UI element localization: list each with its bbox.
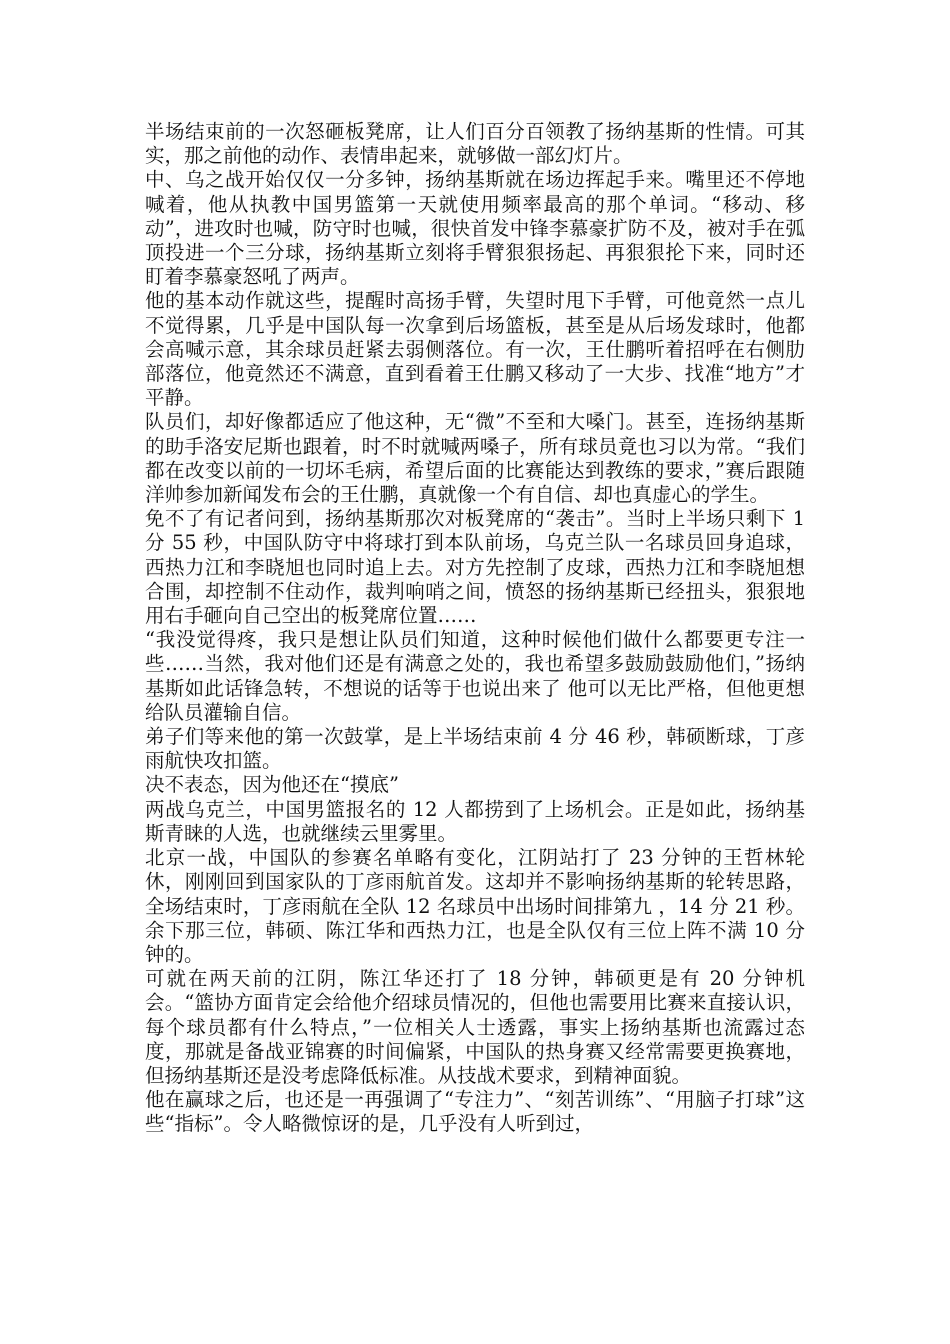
paragraph: 可就在两天前的江阴，陈江华还打了 18 分钟，韩硕更是有 20 分钟机会。“篮协方面肯定会给他介绍球员情况的，但他也需要用比赛来直接认识，每个球员都有什么特点，”一位相关人士透露，事实上扬纳基斯也流露过态度，那就是备战亚锦赛的时间偏紧，中国队的热身赛又经常需要更换赛地，但扬纳基斯还是没考虑降低标准。从技战术要求，到精神面貌。 xyxy=(145,967,805,1087)
paragraph: 中、乌之战开始仅仅一分多钟，扬纳基斯就在场边挥起手来。嘴里还不停地喊着，他从执教中国男篮第一天就使用频率最高的那个单词。“移动、移动”，进攻时也喊，防守时也喊，很快首发中锋李慕豪扩防不及，被对手在弧顶投进一个三分球，扬纳基斯立刻将手臂狠狠扬起、再狠狠抡下来，同时还盯着李慕豪怒吼了两声。 xyxy=(145,168,805,289)
paragraph: 免不了有记者问到，扬纳基斯那次对板凳席的“袭击”。当时上半场只剩下 1 分 55 秒，中国队防守中将球打到本队前场，乌克兰队一名球员回身追球，西热力江和李晓旭也同时追上去。对方先控制了皮球，西热力江和李晓旭想合围，却控制不住动作，裁判响哨之间，愤怒的扬纳基斯已经扭头，狠狠地用右手砸向自己空出的板凳席位置…… xyxy=(145,507,805,628)
document-body xyxy=(145,120,805,1137)
paragraph: 队员们，却好像都适应了他这种，无“微”不至和大嗓门。甚至，连扬纳基斯的助手洛安尼斯也跟着，时不时就喊两嗓子，所有球员竟也习以为常。“我们都在改变以前的一切坏毛病，希望后面的比赛能达到教练的要求，”赛后跟随洋帅参加新闻发布会的王仕鹏，真就像一个有自信、却也真虚心的学生。 xyxy=(145,410,805,507)
paragraph: 半场结束前的一次怒砸板凳席，让人们百分百领教了扬纳基斯的性情。可其实，那之前他的动作、表情串起来，就够做一部幻灯片。 xyxy=(145,120,805,168)
paragraph: “我没觉得疼，我只是想让队员们知道，这种时候他们做什么都要更专注一些……当然，我对他们还是有满意之处的，我也希望多鼓励鼓励他们，”扬纳基斯如此话锋急转，不想说的话等于也说出来了 他可以无比严格，但他更想给队员灌输自信。 xyxy=(145,628,805,724)
paragraph: 他的基本动作就这些，提醒时高扬手臂，失望时甩下手臂，可他竟然一点儿不觉得累，几乎是中国队每一次拿到后场篮板，甚至是从后场发球时，他都会高喊示意，其余球员赶紧去弱侧落位。有一次，王仕鹏听着招呼在右侧肋部落位，他竟然还不满意，直到看着王仕鹏又移动了一大步、找准“地方”才平静。 xyxy=(145,289,805,410)
paragraph: 北京一战，中国队的参赛名单略有变化，江阴站打了 23 分钟的王哲林轮休，刚刚回到国家队的丁彦雨航首发。这却并不影响扬纳基斯的轮转思路，全场结束时，丁彦雨航在全队 12 名球员中出场时间排第九 ，14 分 21 秒。余下那三位，韩硕、陈江华和西热力江，也是全队仅有三位上阵不满 10 分钟的。 xyxy=(145,846,805,966)
paragraph: 他在赢球之后，也还是一再强调了“专注力”、“刻苦训练”、“用脑子打球”这些“指标”。令人略微惊讶的是，几乎没有人听到过， xyxy=(145,1088,805,1136)
paragraph: 两战乌克兰，中国男篮报名的 12 人都捞到了上场机会。正是如此，扬纳基斯青睐的人选，也就继续云里雾里。 xyxy=(145,797,805,845)
section-heading: 决不表态，因为他还在“摸底” xyxy=(145,773,399,797)
paragraph: 弟子们等来他的第一次鼓掌，是上半场结束前 4 分 46 秒，韩硕断球，丁彦雨航快攻扣篮。 xyxy=(145,725,805,773)
